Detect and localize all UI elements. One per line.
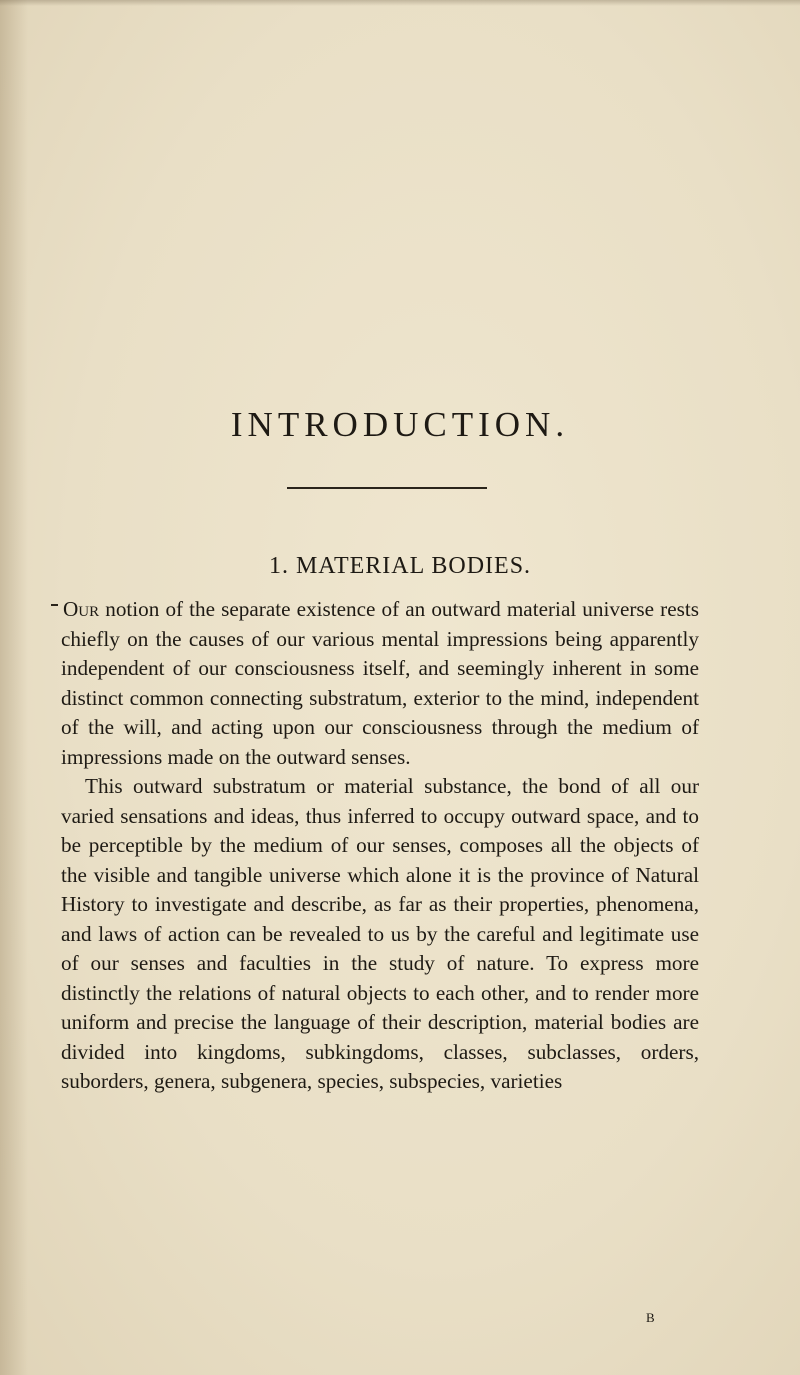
margin-dash-mark: [51, 604, 58, 606]
body-text: [61, 595, 699, 1097]
paragraph-2: This outward substratum or material substance, the bond of all our varied sensations and ideas, thus inferred to occupy outward space, and to be perceptible by the medium of our senses, composes all the objects of the visible and tangible universe which alone it is the province of Natural History to investigate and describe, as far as their properties, phenomena, and laws of action can be revealed to us by the careful and legitimate use of our senses and faculties in the study of nature. To express more distinctly the relations of natural objects to each other, and to render more uniform and precise the language of their description, material bodies are divided into kingdoms, subkingdoms, classes, subclasses, orders, suborders, genera, subgenera, species, subspecies, varieties: [61, 774, 699, 1093]
chapter-heading: INTRODUCTION.: [230, 405, 570, 444]
gutter-shadow: [0, 0, 28, 1375]
section-title: 1. MATERIAL BODIES.: [268, 553, 532, 579]
signature-mark: B: [646, 1310, 656, 1325]
paragraph-1-text: notion of the separate existence of an outward material universe rests chiefly on the causes of our various mental impressions being apparently independent of our consciousness itself, and seemingly inherent in some distinct common connecting substratum, exterior to the mind, independent of the will, and acting upon our consciousness through the medium of impressions made on the outward senses.: [61, 597, 699, 769]
heading-divider-rule: [287, 487, 487, 489]
paragraph-1-lead: Our: [63, 597, 100, 621]
paragraph-1: [61, 595, 699, 772]
page-top-edge: [0, 0, 800, 6]
